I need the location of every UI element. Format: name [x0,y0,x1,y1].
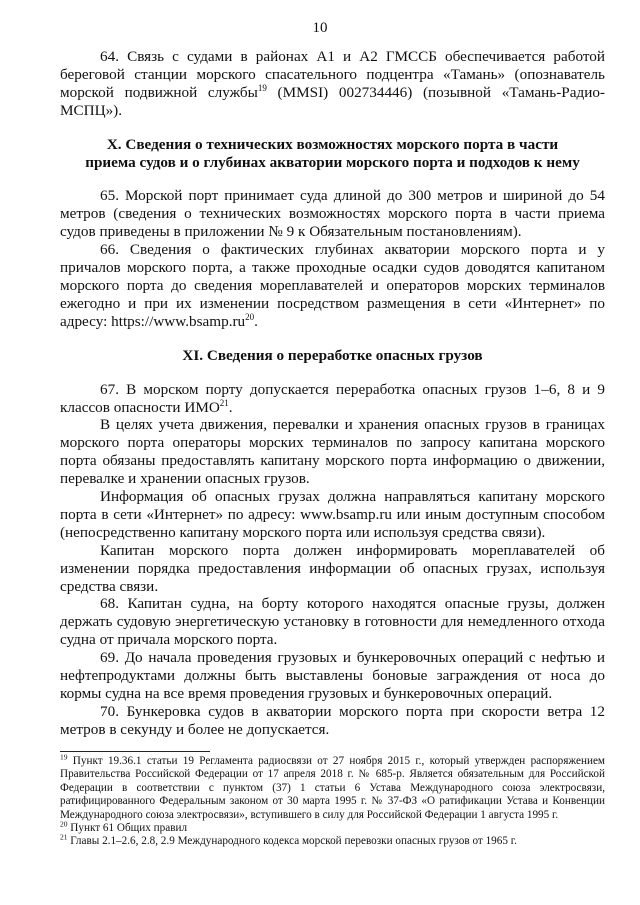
paragraph-67-b: В целях учета движения, перевалки и хранения опасных грузов в границах морского порта операторы морских терминалов по запросу капитана морского порта обязаны предоставлять капитану морского порта информацию о движении, перевалке и хранении опасных грузов. [60,416,605,488]
section-11-title: XI. Сведения о переработке опасных грузов [182,346,483,364]
paragraph-70: 70. Бункеровка судов в акватории морского порта при скорости ветра 12 метров в секунду и более не допускается. [60,702,605,738]
paragraph-tail: (MMSI) 002734446) (позывной «Тамань-Радио-МСПЦ»). [60,83,605,119]
footnote-ref-20: 20 [245,311,255,322]
footnote-19: $^{19}$ Пункт 19.36.1 статьи 19 Регламента радиосвязи от 27 ноября 2015 г., который утвержден распоряжением Правительства Российской Федерации от 17 апреля 2018 г. № 685-р. Является обязательным для Российской Федерации в соответствии с пунктом (37) 1 статьи 6 Устава Международного союза электросвязи, ратифицированного Федеральным законом от 30 марта 1995 г. № 37-ФЗ «О ратификации Устава и Конвенции Международного союза электросвязи», вступившего в силу для Российской Федерации 1 августа 1995 г. [60,752,605,821]
paragraph-67-d: Капитан морского порта должен информировать мореплавателей об изменении порядка предоставления информации об опасных грузах, используя средства связи. [60,541,605,595]
document-body [60,48,605,739]
footnote-ref-19: 19 [257,82,267,93]
page-number: 10 [312,20,328,36]
footnote-ref-21: 21 [219,397,229,408]
paragraph-67: 67. В морском порту допускается переработка опасных грузов 1–6, 8 и 9 классов опасности ИМО$^{21}$. [60,380,606,416]
footnote-separator [60,751,210,752]
paragraph-67-c: Информация об опасных грузах должна направляться капитану морского порта в сети «Интернет» по адресу: www.bsamp.ru или иным доступным способом (непосредственно капитану морского порта или используя средства связи). [60,488,605,541]
paragraph-66: 66. Сведения о фактических глубинах акватории морского порта и у причалов морского порта, а также проходные осадки судов доводятся капитаном морского порта до сведения мореплавателей и операторов морских терминалов ежегодно и при их изменении посредством размещения в сети «Интернет» по адресу: $https://www.bsamp.ru^{20}$. [60,241,606,330]
footnote-21: $^{21}$ Главы 2.1–2.6, 2.8, 2.9 Международного кодекса морской перевозки опасных грузов от 1965 г. [60,832,517,848]
footnote-20: $^{20}$ Пункт 61 Общих правил [60,819,188,835]
section-10-title: X. Сведения о технических возможностях морского порта в части приема судов и о глубинах акватории морского порта и подходов к нему [85,135,580,171]
footnotes [60,752,605,849]
paragraph-number: 64. [100,48,119,65]
paragraph-69: 69. До начала проведения грузовых и бункеровочных операций с нефтью и нефтепродуктами должны быть выставлены боновые заграждения от носа до кормы судна на все время проведения грузовых и бункеровочных операций. [60,649,605,702]
paragraph-text: Связь с судами в районах А1 и А2 ГМССБ обеспечивается работой береговой станции морского спасательного подцентра «Тамань» (опознаватель морской подвижной службы [60,48,605,101]
paragraph-65: 65. Морской порт принимает суда длиной до 300 метров и шириной до 54 метров (сведения о технических возможностях морского порта в части приема судов приведены в приложении № 9 к Обязательным постановлениям). [60,187,605,241]
paragraph-64 [60,48,605,120]
paragraph-68: 68. Капитан судна, на борту которого находятся опасные грузы, должен держать судовую энергетическую установку в готовности для немедленного отхода судна от причала морского порта. [60,595,606,649]
